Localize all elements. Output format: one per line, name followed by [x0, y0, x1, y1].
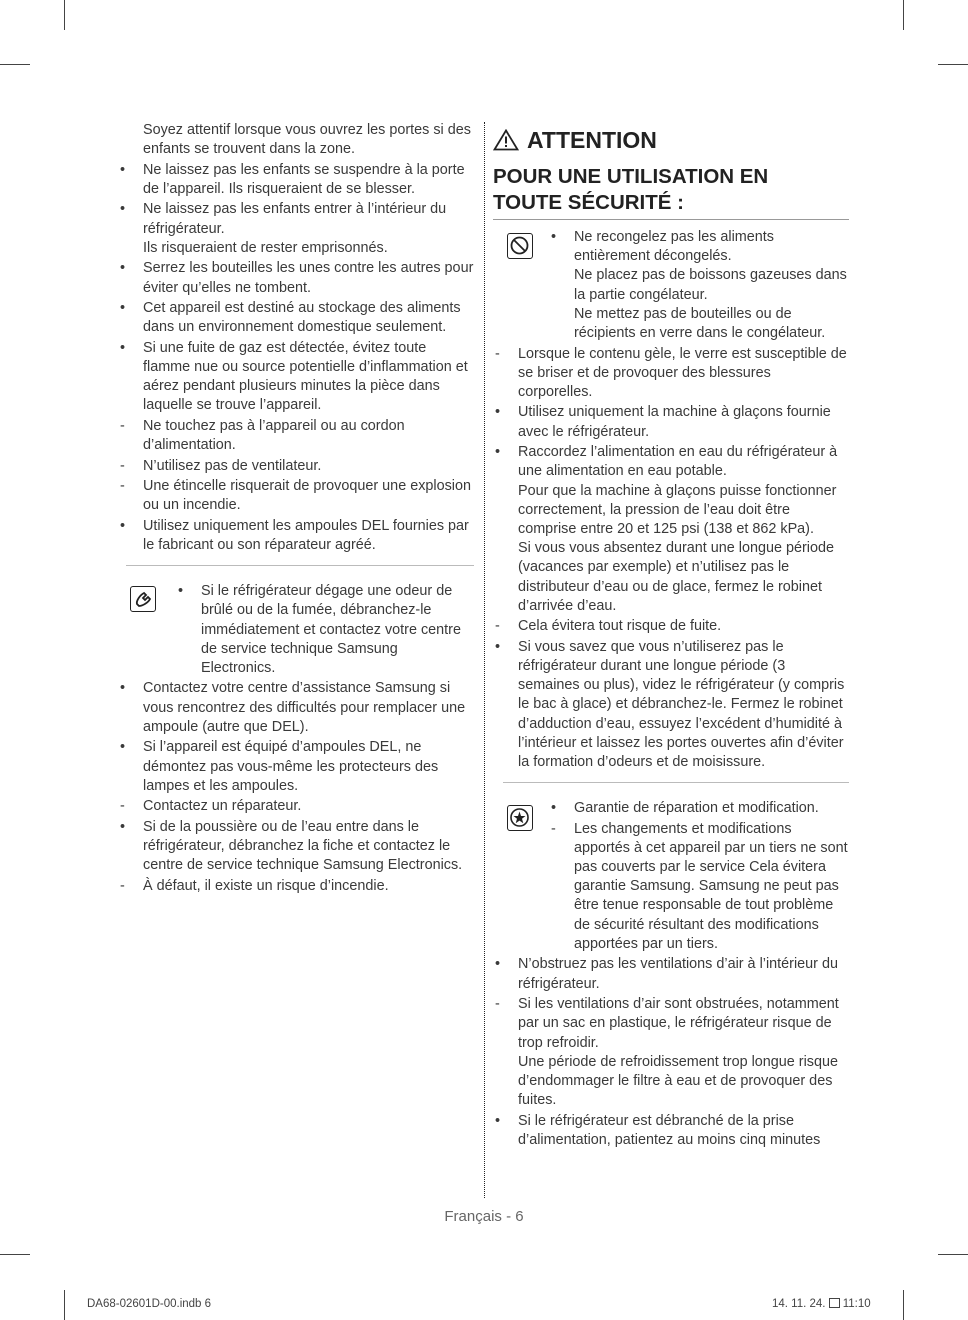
star-icon — [507, 805, 533, 831]
box-icon — [829, 1298, 840, 1308]
left-list — [118, 161, 474, 555]
dash-item: - Ne touchez pas à l’appareil ou au cordon d’alimentation. — [120, 417, 405, 454]
crop-mark — [903, 1290, 904, 1320]
modification-block — [493, 799, 849, 954]
fire-warning-block — [118, 582, 474, 678]
bullet-item: • Contactez votre centre d’assistance Samsung si vous rencontrez des difficultés pour remplacer une ampoule (autre que DEL). — [120, 680, 466, 735]
dash-item: - Les changements et modifications apportés à cet appareil par un tiers ne sont pas couverts par le service Cela évitera garantie Samsung. Samsung ne peut pas être tenue responsable de tout problème de sécurité résultant des modifications apportées par un tiers. — [551, 820, 848, 952]
dash-item: - Cela évitera tout risque de fuite. — [495, 618, 722, 635]
right-column — [493, 126, 849, 1151]
section-title: POUR UNE UTILISATION EN TOUTE SÉCURITÉ : — [493, 164, 849, 220]
file-name: DA68-02601D-00.indb 6 — [87, 1298, 212, 1310]
left-list-2 — [118, 679, 474, 895]
column-divider — [484, 122, 485, 1198]
right-list-2 — [493, 955, 849, 1150]
bullet-item: • Si vous savez que vous n’utiliserez pas le réfrigérateur durant une longue période (3 semaines ou plus), videz le réfrigérateur (y compris le bac à glace) et débranchez-le. Fermez le robinet d’adduction d’eau, essuyez l’excédent d’humidité à l’intérieur et laissez les portes ouvertes afin d’éviter la formation d’odeurs et de moisissure. — [495, 638, 845, 770]
bullet-item: • N’obstruez pas les ventilations d’air à l’intérieur du réfrigérateur. — [495, 956, 838, 992]
separator — [503, 782, 849, 783]
prohibition-icon — [507, 233, 533, 259]
crop-mark — [64, 1290, 65, 1320]
warning-triangle-icon — [493, 129, 519, 151]
list-item: • Si le réfrigérateur dégage une odeur de brûlé ou de la fumée, débranchez-le immédiatement et contactez votre centre de service technique Samsung Electronics. — [178, 583, 461, 676]
intro-text: Soyez attentif lorsque vous ouvrez les portes si des enfants se trouvent dans la zone. — [143, 122, 471, 158]
list-item: • Ne recongelez pas les aliments entièrement décongelés. Ne placez pas de boissons gazeuses dans la partie congélateur. Ne mettez pas de bouteilles ou de récipients en verre dans le congélateur. — [551, 229, 847, 342]
bullet-item: • Ne laissez pas les enfants entrer à l’intérieur du réfrigérateur. Ils risqueraient de rester emprisonnés. — [120, 201, 447, 256]
bullet-item: • Utilisez uniquement les ampoules DEL fournies par le fabricant ou son réparateur agréé. — [120, 517, 469, 553]
bullet-item: • Raccordez l’alimentation en eau du réfrigérateur à une alimentation en eau potable. Pour que la machine à glaçons puisse fonctionner correctement, la pression de l’eau doit être comprise entre 20 et 125 psi (138 et 862 kPa). Si vous vous absentez durant une longue période (vacances par exemple) et n’utilisez pas le distributeur d’eau ou de glace, fermez le robinet d’arrivée d’eau. — [495, 444, 838, 614]
crop-mark — [938, 64, 968, 65]
no-refreeze-block — [493, 228, 849, 343]
crop-mark — [903, 0, 904, 30]
phone-icon — [130, 586, 156, 612]
bullet-item: • Si l’appareil est équipé d’ampoules DEL, ne démontez pas vous-même les protecteurs des lampes et les ampoules. — [120, 739, 439, 794]
modification-list — [549, 799, 849, 954]
bullet-item: • Garantie de réparation et modification. — [551, 800, 819, 817]
bullet-item: • Si une fuite de gaz est détectée, évitez toute flamme nue ou source potentielle d’inflammation et aérez pendant plusieurs minutes la pièce dans laquelle se trouve l’appareil. — [120, 339, 468, 414]
crop-mark — [938, 1254, 968, 1255]
crop-mark — [64, 0, 65, 30]
page-number: Français - 6 — [444, 1208, 524, 1225]
bullet-item: • Serrez les bouteilles les unes contre les autres pour éviter qu’elles ne tombent. — [120, 260, 474, 296]
bullet-item: • Cet appareil est destiné au stockage des aliments dans un environnement domestique seulement. — [120, 300, 461, 336]
crop-mark — [0, 1254, 30, 1255]
right-list — [493, 345, 849, 773]
bullet-item: • Si de la poussière ou de l’eau entre dans le réfrigérateur, débranchez la fiche et contactez le centre de service technique Samsung Electronics. — [120, 818, 463, 874]
bullet-item: • Ne laissez pas les enfants se suspendre à la porte de l’appareil. Ils risqueraient de se blesser. — [120, 161, 465, 197]
print-timestamp: 14. 11. 24. 11:10 — [772, 1298, 871, 1310]
dash-item: - Lorsque le contenu gèle, le verre est susceptible de se briser et de provoquer des blessures corporelles. — [495, 345, 847, 400]
attention-heading: ATTENTION — [493, 126, 849, 154]
bullet-item: • Si le réfrigérateur est débranché de la prise d’alimentation, patientez au moins cinq minutes — [495, 1112, 821, 1148]
dash-item: - Contactez un réparateur. — [120, 798, 302, 815]
left-column — [118, 121, 474, 897]
bullet-item: • Utilisez uniquement la machine à glaçons fournie avec le réfrigérateur. — [495, 404, 831, 440]
dash-item: - À défaut, il existe un risque d’incendie. — [120, 877, 389, 894]
dash-item: - Une étincelle risquerait de provoquer une explosion ou un incendie. — [120, 478, 471, 514]
separator — [126, 565, 474, 566]
dash-item: - Si les ventilations d’air sont obstruées, notamment par un sac en plastique, le réfrigérateur risque de trop refroidir. Une période de refroidissement trop longue risque d’endommager le filtre à eau et de provoquer des fuites. — [495, 996, 839, 1109]
dash-item: - N’utilisez pas de ventilateur. — [120, 457, 322, 474]
crop-mark — [0, 64, 30, 65]
